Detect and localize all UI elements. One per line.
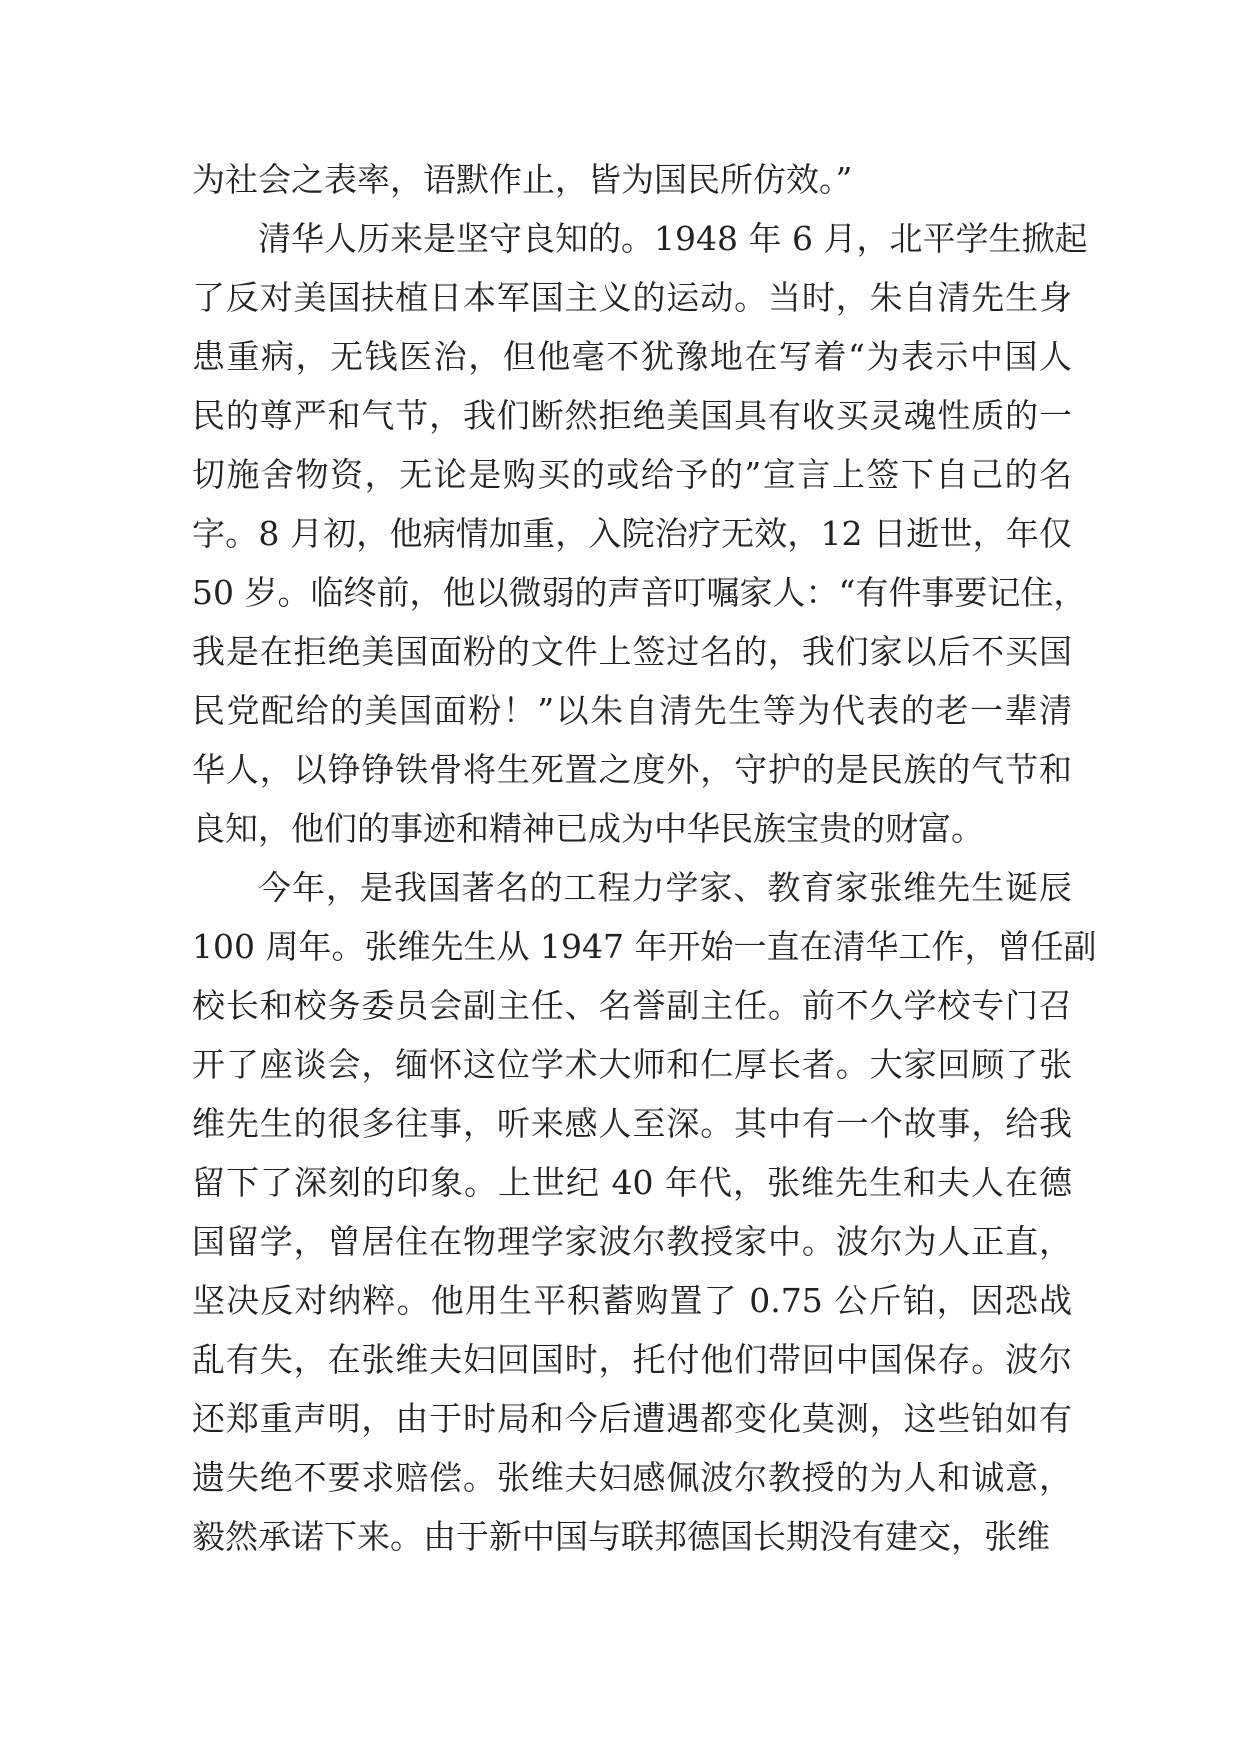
text-line: 国留学，曾居住在物理学家波尔教授家中。波尔为人正直， — [192, 1222, 1072, 1261]
text-line: 坚决反对纳粹。他用生平积蓄购置了 0.75 公斤铂，因恐战 — [192, 1281, 1072, 1320]
body-text — [192, 150, 1097, 1566]
text-line: 为社会之表率，语默作止，皆为国民所仿效。” — [192, 160, 853, 199]
text-line: 患重病，无钱医治，但他毫不犹豫地在写着“为表示中国人 — [192, 337, 1072, 376]
text-line: 校长和校务委员会副主任、名誉副主任。前不久学校专门召 — [192, 986, 1072, 1025]
text-line: 清华人历来是坚守良知的。1948 年 6 月，北平学生掀起 — [258, 219, 1088, 258]
text-line: 我是在拒绝美国面粉的文件上签过名的，我们家以后不买国 — [192, 632, 1072, 671]
text-line: 留下了深刻的印象。上世纪 40 年代，张维先生和夫人在德 — [192, 1163, 1072, 1202]
text-line: 维先生的很多往事，听来感人至深。其中有一个故事，给我 — [192, 1104, 1072, 1143]
text-line: 字。8 月初，他病情加重，入院治疗无效，12 日逝世，年仅 — [192, 514, 1072, 553]
text-line: 毅然承诺下来。由于新中国与联邦德国长期没有建交，张维 — [192, 1517, 1050, 1556]
text-line: 遗失绝不要求赔偿。张维夫妇感佩波尔教授的为人和诚意， — [192, 1458, 1072, 1497]
text-line: 民党配给的美国面粉！”以朱自清先生等为代表的老一辈清 — [192, 691, 1072, 730]
text-line: 开了座谈会，缅怀这位学术大师和仁厚长者。大家回顾了张 — [192, 1045, 1072, 1084]
text-line: 切施舍物资，无论是购买的或给予的”宣言上签下自己的名 — [192, 455, 1072, 494]
text-line: 民的尊严和气节，我们断然拒绝美国具有收买灵魂性质的一 — [192, 396, 1072, 435]
text-line: 良知，他们的事迹和精神已成为中华民族宝贵的财富。 — [192, 809, 984, 848]
text-line: 50 岁。临终前，他以微弱的声音叮嘱家人：“有件事要记住， — [192, 573, 1087, 612]
paragraph — [192, 858, 1097, 1566]
text-line: 华人，以铮铮铁骨将生死置之度外，守护的是民族的气节和 — [192, 750, 1072, 789]
text-line: 今年，是我国著名的工程力学家、教育家张维先生诞辰 — [258, 868, 1072, 907]
paragraph — [192, 150, 1072, 209]
text-line: 了反对美国扶植日本军国主义的运动。当时，朱自清先生身 — [192, 278, 1072, 317]
text-line: 还郑重声明，由于时局和今后遭遇都变化莫测，这些铂如有 — [192, 1399, 1072, 1438]
paragraph — [192, 209, 1088, 858]
text-line: 100 周年。张维先生从 1947 年开始一直在清华工作，曾任副 — [192, 927, 1097, 966]
text-line: 乱有失，在张维夫妇回国时，托付他们带回中国保存。波尔 — [192, 1340, 1072, 1379]
